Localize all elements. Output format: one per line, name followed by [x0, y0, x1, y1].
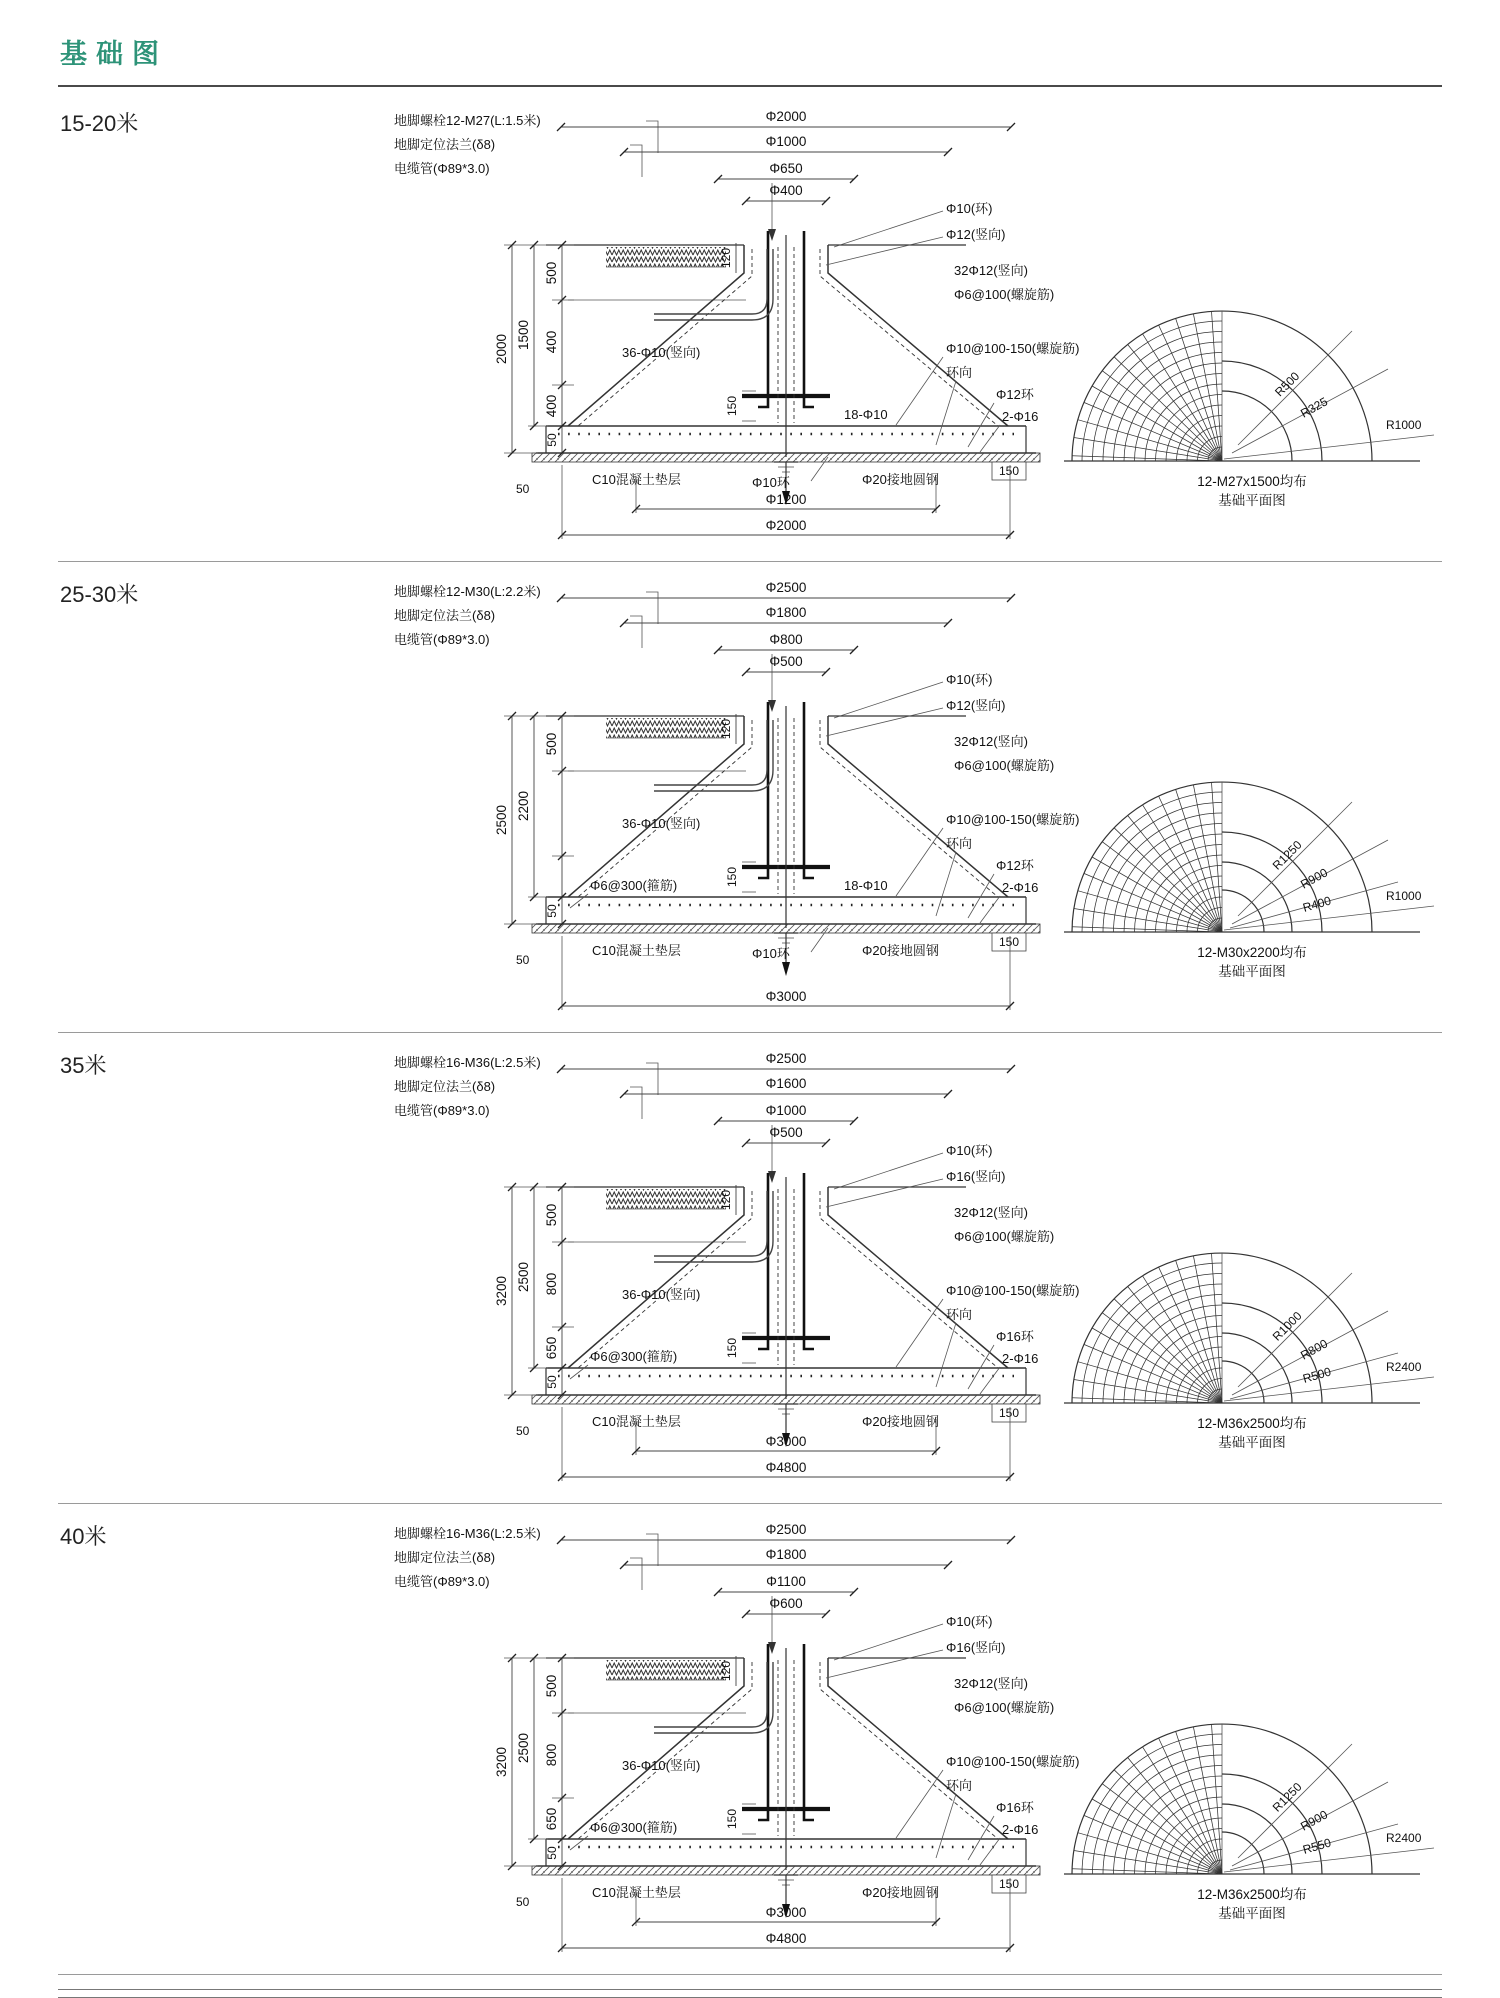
top-dim-2 — [620, 605, 952, 627]
plan-caption-line2: 基础平面图 — [1218, 963, 1286, 979]
label-32-vertical-bars: 32Φ12(竖向) — [954, 1676, 1028, 1691]
right-labels — [826, 1614, 1079, 1865]
anchor-bolts-and-rod — [654, 1644, 830, 1918]
top-dim-2-label: Φ1800 — [765, 605, 807, 620]
plan-radius-2: R900 — [1298, 865, 1330, 892]
label-36-vertical-bars: 36-Φ10(竖向) — [622, 1287, 701, 1302]
cross-section-drawing — [306, 566, 1096, 1024]
bottom-dim-150-group — [992, 462, 1026, 480]
plan-caption — [1062, 1886, 1442, 1924]
label-hoop-direction: 环向 — [946, 836, 973, 851]
bottom-dim-1-label: Φ1200 — [765, 492, 807, 507]
plan-view-drawing — [1062, 1636, 1442, 1882]
plan-caption — [1062, 944, 1442, 982]
label-stirrup: Φ6@300(箍筋) — [590, 1820, 678, 1835]
drawing-row — [306, 1037, 1442, 1495]
left-dim-mid: 800 — [544, 1743, 559, 1767]
plan-radius-1: R1250 — [1269, 837, 1305, 873]
plan-view-drawing — [1062, 1165, 1442, 1411]
label-36-vertical-bars: 36-Φ10(竖向) — [622, 345, 701, 360]
foundation-section — [58, 1504, 1442, 1975]
note-cable-duct: 电缆管(Φ89*3.0) — [394, 1103, 490, 1118]
top-dim-4-label: Φ400 — [769, 183, 803, 198]
bottom-dim-150: 150 — [998, 1406, 1020, 1420]
mid-dim-150: 150 — [725, 866, 739, 888]
left-dim-upper: 2500 — [516, 1261, 531, 1293]
plan-caption-line2: 基础平面图 — [1218, 492, 1286, 508]
plan-radius-outer: R1000 — [1386, 418, 1422, 432]
soil-hatch — [606, 247, 726, 267]
top-dim-3 — [714, 632, 858, 654]
section-heading: 25-30米 — [60, 582, 139, 607]
label-ground-rod: Φ20接地圆钢 — [862, 472, 939, 487]
plan-radius-3: R550 — [1301, 1835, 1333, 1857]
anchor-bolts-and-rod — [654, 702, 830, 976]
label-vertical-bar: Φ16(竖向) — [946, 1640, 1006, 1655]
note-leader-lines — [630, 1063, 776, 1183]
bottom-dim-150-group — [992, 1875, 1026, 1893]
plan-caption-line1: 12-M30x2200均布 — [1197, 945, 1307, 960]
left-dim-50: 50 — [545, 904, 559, 918]
label-bolt-count-group — [844, 878, 888, 893]
note-cable-duct: 电缆管(Φ89*3.0) — [394, 161, 490, 176]
left-dim-upper: 2500 — [516, 1732, 531, 1764]
right-labels — [826, 1143, 1079, 1394]
left-dim-50: 50 — [545, 1375, 559, 1389]
left-dim-120: 120 — [719, 247, 733, 269]
foundation-section — [58, 562, 1442, 1033]
top-dim-1 — [557, 109, 1015, 131]
note-anchor-bolt: 地脚螺栓16-M36(L:2.5米) — [394, 1526, 541, 1541]
drawing-row — [306, 566, 1442, 1024]
left-dim-mid: 800 — [544, 1272, 559, 1296]
label-36-vertical-bars: 36-Φ10(竖向) — [622, 1758, 701, 1773]
top-dim-3-label: Φ800 — [769, 632, 803, 647]
left-dim-upper: 2200 — [516, 790, 531, 822]
plan-mesh-grid — [1072, 1724, 1222, 1874]
top-dim-3 — [714, 161, 858, 183]
label-stirrup-group — [570, 1349, 677, 1379]
top-dim-1-label: Φ2500 — [765, 1522, 807, 1537]
bottom-dim-150: 150 — [998, 464, 1020, 478]
label-hoop-direction: 环向 — [946, 1307, 973, 1322]
label-pair-bars: 2-Φ16 — [1002, 1351, 1039, 1366]
note-leader-lines — [630, 121, 776, 241]
sections-root — [58, 91, 1442, 1975]
note-cable-duct: 电缆管(Φ89*3.0) — [394, 1574, 490, 1589]
plan-mesh-grid — [1072, 311, 1222, 461]
label-spiral-bar-2: Φ10@100-150(螺旋筋) — [946, 812, 1080, 827]
plan-block — [1062, 694, 1442, 982]
cross-section-drawing — [306, 1508, 1096, 1966]
top-dim-3 — [714, 1103, 858, 1125]
top-dim-3 — [714, 1574, 858, 1596]
note-anchor-bolt: 地脚螺栓12-M30(L:2.2米) — [394, 584, 541, 599]
note-leader-lines — [630, 1534, 776, 1654]
label-cushion: C10混凝土垫层 — [592, 472, 681, 487]
label-ring-bar: Φ10(环) — [946, 201, 993, 216]
bottom-dim-2-label: Φ3000 — [765, 989, 807, 1004]
top-dim-4-label: Φ600 — [769, 1596, 803, 1611]
label-stirrup-group — [570, 878, 677, 908]
top-dim-3-label: Φ650 — [769, 161, 803, 176]
top-dim-1-label: Φ2000 — [765, 109, 807, 124]
note-cable-duct: 电缆管(Φ89*3.0) — [394, 632, 490, 647]
label-hoop-direction: 环向 — [946, 1778, 973, 1793]
label-cushion: C10混凝土垫层 — [592, 1414, 681, 1429]
left-dim-lower: 650 — [544, 1336, 559, 1360]
section-heading: 15-20米 — [60, 111, 139, 136]
foundation-section — [58, 91, 1442, 562]
top-dim-1 — [557, 580, 1015, 602]
label-vertical-bar: Φ12(竖向) — [946, 227, 1006, 242]
mid-dim-150: 150 — [725, 1337, 739, 1359]
cross-section-drawing — [306, 95, 1096, 553]
label-ring-2: Φ16环 — [996, 1329, 1034, 1344]
mid-dim-150: 150 — [725, 395, 739, 417]
plan-block — [1062, 1165, 1442, 1453]
plan-radius-2: R800 — [1298, 1336, 1330, 1363]
top-dim-1-label: Φ2500 — [765, 580, 807, 595]
label-vertical-bar: Φ16(竖向) — [946, 1169, 1006, 1184]
bottom-dim-150: 150 — [998, 935, 1020, 949]
note-anchor-bolt: 地脚螺栓16-M36(L:2.5米) — [394, 1055, 541, 1070]
label-ring-2: Φ12环 — [996, 387, 1034, 402]
bottom-dim-2-label: Φ4800 — [765, 1931, 807, 1946]
left-dim-500: 500 — [544, 261, 559, 285]
left-dim-500: 500 — [544, 1203, 559, 1227]
left-dim-overall: 3200 — [494, 1275, 509, 1307]
left-dim-500: 500 — [544, 732, 559, 756]
left-dim-lower: 400 — [544, 394, 559, 418]
top-dim-4 — [742, 1125, 830, 1147]
footer-rule — [58, 1989, 1442, 1998]
label-32-vertical-bars: 32Φ12(竖向) — [954, 263, 1028, 278]
label-stirrup-group — [570, 1820, 677, 1850]
bottom-dim-1-label: Φ3000 — [765, 1434, 807, 1449]
label-32-vertical-bars: 32Φ12(竖向) — [954, 1205, 1028, 1220]
section-heading: 35米 — [60, 1053, 107, 1078]
plan-block — [1062, 223, 1442, 511]
bottom-dim-1-label: Φ3000 — [765, 1905, 807, 1920]
top-dim-2-label: Φ1600 — [765, 1076, 807, 1091]
cross-section-drawing — [306, 1037, 1096, 1495]
bottom-dim-2-label: Φ4800 — [765, 1460, 807, 1475]
ground-rod-arrow — [782, 962, 790, 976]
mid-dim-150: 150 — [725, 1808, 739, 1830]
label-spiral-bar-2: Φ10@100-150(螺旋筋) — [946, 1754, 1080, 1769]
label-bolt-count: 18-Φ10 — [844, 878, 888, 893]
plan-view-drawing — [1062, 223, 1442, 469]
label-spiral-bar: Φ6@100(螺旋筋) — [954, 1700, 1055, 1715]
bottom-dim-150-group — [992, 1404, 1026, 1422]
soil-hatch — [606, 1189, 726, 1209]
label-ground-rod: Φ20接地圆钢 — [862, 943, 939, 958]
label-cushion: C10混凝土垫层 — [592, 943, 681, 958]
label-ground-rod: Φ20接地圆钢 — [862, 1414, 939, 1429]
top-dim-2 — [620, 1547, 952, 1569]
plan-caption — [1062, 473, 1442, 511]
bottom-dim-150: 150 — [998, 1877, 1020, 1891]
left-dim-overall: 2000 — [494, 333, 509, 365]
left-dim-50: 50 — [545, 1846, 559, 1860]
page-title: 基础图 — [60, 39, 168, 69]
plan-caption-line1: 12-M36x2500均布 — [1197, 1416, 1307, 1431]
plan-caption-line2: 基础平面图 — [1218, 1905, 1286, 1921]
label-ring-bar: Φ10(环) — [946, 1614, 993, 1629]
note-positioning-flange: 地脚定位法兰(δ8) — [394, 1079, 496, 1094]
label-spiral-bar-2: Φ10@100-150(螺旋筋) — [946, 341, 1080, 356]
plan-caption-line1: 12-M27x1500均布 — [1197, 474, 1307, 489]
plan-radius-3: R400 — [1301, 893, 1333, 915]
label-stirrup: Φ6@300(箍筋) — [590, 878, 678, 893]
plan-radius-3: R500 — [1301, 1364, 1333, 1386]
plan-mesh-grid — [1072, 782, 1222, 932]
section-heading: 40米 — [60, 1524, 107, 1549]
top-dim-1-label: Φ2500 — [765, 1051, 807, 1066]
left-dim-500: 500 — [544, 1674, 559, 1698]
label-spiral-bar: Φ6@100(螺旋筋) — [954, 287, 1055, 302]
top-dim-2 — [620, 134, 952, 156]
foundation-section — [58, 1033, 1442, 1504]
top-dim-3-label: Φ1000 — [765, 1103, 807, 1118]
section-rule — [58, 1974, 1442, 1975]
top-dim-2-label: Φ1800 — [765, 1547, 807, 1562]
label-ground-rod: Φ20接地圆钢 — [862, 1885, 939, 1900]
anchor-bolts-and-rod — [654, 231, 830, 505]
left-dim-lower: 650 — [544, 1807, 559, 1831]
label-bottom-ring: Φ10环 — [752, 946, 790, 961]
bottom-dim-50: 50 — [516, 953, 530, 967]
label-bottom-ring: Φ10环 — [752, 475, 790, 490]
anchor-bolts-and-rod — [654, 1173, 830, 1447]
label-pair-bars: 2-Φ16 — [1002, 1822, 1039, 1837]
bottom-dim-2-label: Φ2000 — [765, 518, 807, 533]
note-positioning-flange: 地脚定位法兰(δ8) — [394, 608, 496, 623]
bottom-dim-50: 50 — [516, 482, 530, 496]
note-anchor-bolt: 地脚螺栓12-M27(L:1.5米) — [394, 113, 541, 128]
title-rule — [58, 85, 1442, 87]
drawing-row — [306, 1508, 1442, 1966]
soil-hatch — [606, 718, 726, 738]
plan-caption-line1: 12-M36x2500均布 — [1197, 1887, 1307, 1902]
top-dim-4-label: Φ500 — [769, 1125, 803, 1140]
label-32-vertical-bars: 32Φ12(竖向) — [954, 734, 1028, 749]
top-dim-4 — [742, 1596, 830, 1618]
top-dim-1 — [557, 1051, 1015, 1073]
label-stirrup: Φ6@300(箍筋) — [590, 1349, 678, 1364]
label-ring-2: Φ12环 — [996, 858, 1034, 873]
label-hoop-direction: 环向 — [946, 365, 973, 380]
top-dim-2 — [620, 1076, 952, 1098]
plan-mesh-grid — [1072, 1253, 1222, 1403]
plan-radius-outer: R2400 — [1386, 1831, 1422, 1845]
plan-radius-2: R900 — [1298, 1807, 1330, 1834]
plan-caption — [1062, 1415, 1442, 1453]
plan-radius-1: R1250 — [1269, 1779, 1305, 1815]
label-pair-bars: 2-Φ16 — [1002, 880, 1039, 895]
label-ring-bar: Φ10(环) — [946, 672, 993, 687]
label-pair-bars: 2-Φ16 — [1002, 409, 1039, 424]
plan-radius-outer: R2400 — [1386, 1360, 1422, 1374]
plan-view-drawing — [1062, 694, 1442, 940]
top-dim-4 — [742, 183, 830, 205]
left-dim-120: 120 — [719, 718, 733, 740]
bottom-dim-150-group — [992, 933, 1026, 951]
label-36-vertical-bars: 36-Φ10(竖向) — [622, 816, 701, 831]
plan-radius-outer: R1000 — [1386, 889, 1422, 903]
left-dim-120: 120 — [719, 1660, 733, 1682]
note-leader-lines — [630, 592, 776, 712]
note-positioning-flange: 地脚定位法兰(δ8) — [394, 1550, 496, 1565]
bottom-dim-50: 50 — [516, 1895, 530, 1909]
plan-caption-line2: 基础平面图 — [1218, 1434, 1286, 1450]
top-dim-4 — [742, 654, 830, 676]
left-dim-120: 120 — [719, 1189, 733, 1211]
drawing-row — [306, 95, 1442, 553]
top-dim-3-label: Φ1100 — [766, 1574, 806, 1589]
bottom-dim-50: 50 — [516, 1424, 530, 1438]
label-spiral-bar-2: Φ10@100-150(螺旋筋) — [946, 1283, 1080, 1298]
note-positioning-flange: 地脚定位法兰(δ8) — [394, 137, 496, 152]
label-vertical-bar: Φ12(竖向) — [946, 698, 1006, 713]
plan-radius-2: R325 — [1298, 394, 1330, 421]
label-ring-2: Φ16环 — [996, 1800, 1034, 1815]
plan-block — [1062, 1636, 1442, 1924]
label-spiral-bar: Φ6@100(螺旋筋) — [954, 1229, 1055, 1244]
label-ring-bar: Φ10(环) — [946, 1143, 993, 1158]
label-cushion: C10混凝土垫层 — [592, 1885, 681, 1900]
top-dim-2-label: Φ1000 — [765, 134, 807, 149]
left-dim-overall: 2500 — [494, 804, 509, 836]
left-dim-50: 50 — [545, 433, 559, 447]
label-bolt-count-group — [844, 407, 888, 422]
label-spiral-bar: Φ6@100(螺旋筋) — [954, 758, 1055, 773]
plan-radius-1: R1000 — [1269, 1308, 1305, 1344]
label-bolt-count: 18-Φ10 — [844, 407, 888, 422]
left-dim-overall: 3200 — [494, 1746, 509, 1778]
top-dim-1 — [557, 1522, 1015, 1544]
left-dim-upper: 1500 — [516, 319, 531, 351]
left-dim-mid: 400 — [544, 330, 559, 354]
plan-radius-1: R500 — [1272, 369, 1303, 400]
top-dim-4-label: Φ500 — [769, 654, 803, 669]
soil-hatch — [606, 1660, 726, 1680]
